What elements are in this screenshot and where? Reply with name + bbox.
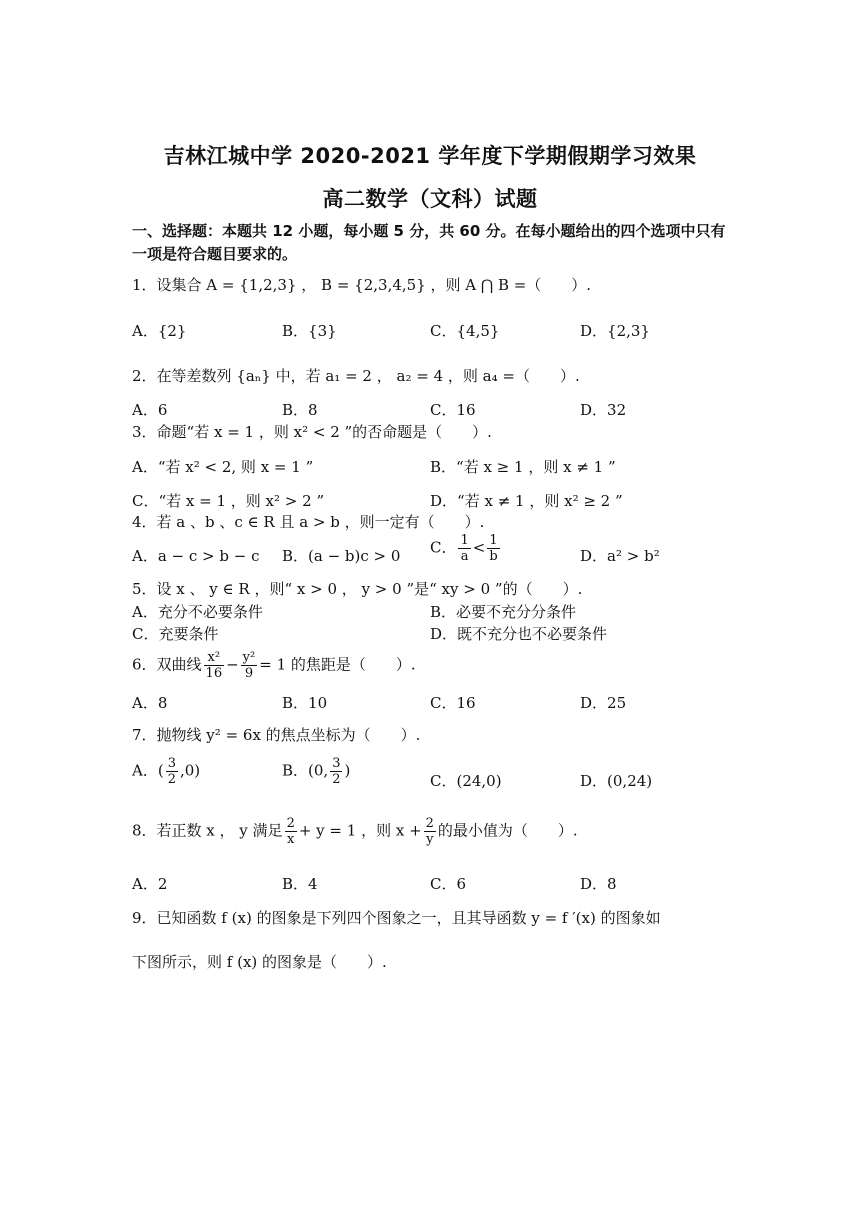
option-b: B．4 <box>282 875 318 893</box>
exam-subtitle: 高二数学（文科）试题 <box>322 187 538 211</box>
stem-text: 6．双曲线 <box>132 655 202 674</box>
option-c: C．6 <box>430 875 467 893</box>
question-5-options-row2 <box>132 623 752 645</box>
fraction <box>241 650 258 681</box>
question-5-options-row1 <box>132 601 752 623</box>
option-c-label: C． <box>430 538 457 557</box>
question-9-stem-line1: 9．已知函数 f (x) 的图象是下列四个图象之一，且其导函数 y = f ′(x) 的图象如 <box>132 909 661 927</box>
option-d: D．(0,24) <box>580 772 653 790</box>
operator: − <box>226 655 239 674</box>
denominator: 9 <box>244 666 254 681</box>
option-a: A．8 <box>132 694 168 712</box>
option-c: C．16 <box>430 694 476 712</box>
relation: < <box>472 538 486 557</box>
numerator: y² <box>242 650 256 665</box>
question-1-stem: 1．设集合 A = {1,2,3} ， B = {2,3,4,5} ，则 A ⋂ B =（ ）. <box>132 276 592 294</box>
option-d: D．“若 x ≠ 1 ，则 x² ≥ 2 ” <box>430 492 623 510</box>
question-7-stem: 7．抛物线 y² = 6x 的焦点坐标为（ ）. <box>132 726 421 744</box>
option-b: B．(a − b)c > 0 <box>282 547 401 565</box>
option-a <box>132 756 200 787</box>
option-a-tail: ,0) <box>179 761 201 780</box>
exam-title: 吉林江城中学 2020-2021 学年度下学期假期学习效果 <box>163 144 697 168</box>
fraction <box>424 816 436 847</box>
question-5-stem: 5．设 x 、 y ∈ R ，则“ x > 0 ， y > 0 ”是“ xy > 0 ”的（ ）. <box>132 580 583 598</box>
question-3-stem: 3．命题“若 x = 1 ，则 x² < 2 ”的否命题是（ ）. <box>132 423 492 441</box>
denominator: 16 <box>205 666 223 681</box>
question-3-options-row2 <box>132 490 752 512</box>
option-b: B．10 <box>282 694 328 712</box>
question-9-stem-line2: 下图所示，则 f (x) 的图象是（ ）. <box>132 953 387 971</box>
numerator: 3 <box>167 756 176 771</box>
question-8-options <box>132 873 752 895</box>
numerator: 2 <box>425 816 434 831</box>
option-d: D．8 <box>580 875 617 893</box>
numerator: 2 <box>286 816 295 831</box>
fraction <box>204 650 225 681</box>
option-a: A．充分不必要条件 <box>132 603 263 621</box>
option-c <box>430 533 502 564</box>
denominator: x <box>287 832 295 847</box>
numerator: 3 <box>332 756 341 771</box>
option-a: A．{2} <box>132 322 187 340</box>
option-b <box>282 756 350 787</box>
option-d: D．a² > b² <box>580 547 660 565</box>
denominator: 2 <box>332 772 341 787</box>
option-c: C．16 <box>430 401 476 419</box>
option-a: A．“若 x² < 2, 则 x = 1 ” <box>132 458 314 476</box>
stem-text: = 1 的焦距是（ ）. <box>259 655 416 674</box>
option-b-label: B．(0, <box>282 761 329 780</box>
fraction <box>458 533 470 564</box>
numerator: 1 <box>460 533 469 548</box>
option-c: C．充要条件 <box>132 625 219 643</box>
option-c: C．“若 x = 1 ，则 x² > 2 ” <box>132 492 325 510</box>
question-4-options <box>132 533 752 567</box>
question-3-options-row1 <box>132 456 752 478</box>
option-d: D．{2,3} <box>580 322 650 340</box>
fraction <box>487 533 499 564</box>
fraction <box>285 816 297 847</box>
option-b: B．必要不充分分条件 <box>430 603 577 621</box>
stem-text: + y = 1 ，则 x + <box>298 821 422 840</box>
fraction <box>330 756 342 787</box>
option-d: D．32 <box>580 401 627 419</box>
question-2-stem: 2．在等差数列 {aₙ} 中，若 a₁ = 2 ， a₂ = 4 ，则 a₄ =（ ）. <box>132 367 580 385</box>
question-8-stem <box>132 816 578 847</box>
numerator: x² <box>204 650 225 666</box>
option-b-tail: ) <box>344 761 351 780</box>
question-2-options <box>132 399 752 421</box>
option-d: D．25 <box>580 694 627 712</box>
option-a-label: A．( <box>132 761 164 780</box>
question-1-options <box>132 320 752 342</box>
option-b: B．8 <box>282 401 318 419</box>
denominator: 2 <box>167 772 176 787</box>
numerator: 1 <box>487 533 499 549</box>
fraction <box>166 756 178 787</box>
stem-text: 的最小值为（ ）. <box>437 821 578 840</box>
stem-text: 8．若正数 x ， y 满足 <box>132 821 283 840</box>
option-b: B．“若 x ≥ 1 ，则 x ≠ 1 ” <box>430 458 616 476</box>
option-a: A．6 <box>132 401 168 419</box>
option-c: C．{4,5} <box>430 322 500 340</box>
denominator: y <box>426 832 434 847</box>
question-6-options <box>132 692 752 714</box>
question-7-options <box>132 756 752 790</box>
option-b: B．{3} <box>282 322 337 340</box>
section-heading: 一、选择题：本题共 12 小题，每小题 5 分，共 60 分。在每小题给出的四个选项中只有一项是符合题目要求的。 <box>132 222 726 263</box>
option-d: D．既不充分也不必要条件 <box>430 625 608 643</box>
option-a: A．a − c > b − c <box>132 547 260 565</box>
option-c: C．(24,0) <box>430 772 502 790</box>
denominator: a <box>460 549 469 564</box>
option-a: A．2 <box>132 875 168 893</box>
question-6-stem <box>132 650 416 681</box>
denominator: b <box>489 549 498 564</box>
question-4-stem: 4．若 a 、b 、c ∈ R 且 a > b ，则一定有（ ）. <box>132 513 485 531</box>
